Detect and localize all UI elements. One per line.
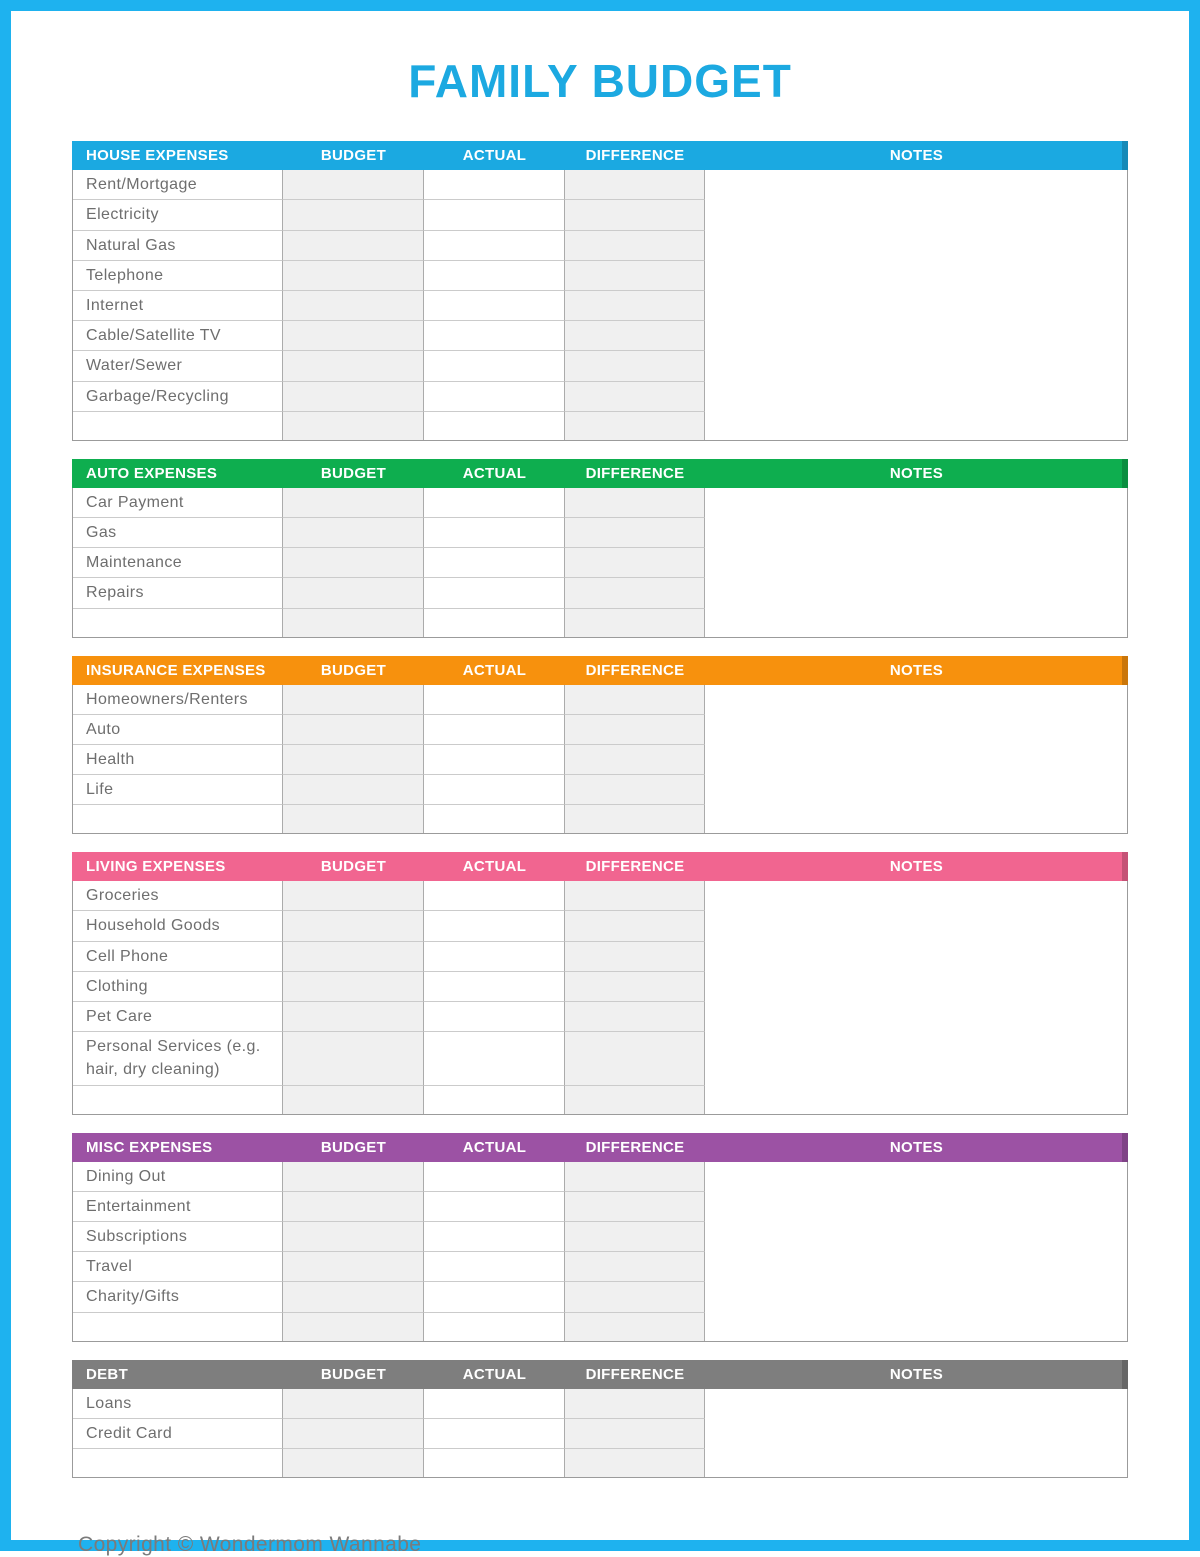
actual-cell — [424, 488, 565, 518]
budget-cell — [283, 321, 424, 351]
actual-cell — [424, 1032, 565, 1085]
page-content — [11, 57, 1189, 1557]
actual-cell — [424, 1313, 565, 1341]
budget-cell — [283, 1252, 424, 1282]
section-body — [72, 488, 1128, 638]
budget-cell — [283, 1162, 424, 1192]
actual-cell — [424, 170, 565, 200]
section-misc-expenses — [72, 1133, 1128, 1342]
actual-cell — [424, 578, 565, 608]
difference-cell — [565, 412, 705, 440]
column-header-actual: ACTUAL — [462, 464, 527, 482]
difference-cell — [565, 609, 705, 637]
actual-cell — [424, 1389, 565, 1419]
expense-label: Cell Phone — [73, 942, 283, 972]
column-header-notes: NOTES — [889, 1365, 944, 1383]
expense-label: Life — [73, 775, 283, 805]
budget-cell — [283, 291, 424, 321]
actual-cell — [424, 382, 565, 412]
column-header-difference: DIFFERENCE — [585, 464, 685, 482]
expense-label: Cable/Satellite TV — [73, 321, 283, 351]
expense-label: Water/Sewer — [73, 351, 283, 381]
notes-cell — [705, 170, 1127, 440]
actual-cell — [424, 1419, 565, 1449]
section-name: LIVING EXPENSES — [86, 858, 226, 876]
expense-label: Loans — [73, 1389, 283, 1419]
copyright-text: Copyright © Wondermom Wannabe — [78, 1532, 422, 1556]
difference-cell — [565, 200, 705, 230]
column-header-budget: BUDGET — [320, 147, 387, 165]
budget-cell — [283, 609, 424, 637]
notes-cell — [705, 1162, 1127, 1341]
expense-label: Internet — [73, 291, 283, 321]
budget-cell — [283, 1192, 424, 1222]
column-header-actual: ACTUAL — [462, 661, 527, 679]
section-body — [72, 170, 1128, 441]
actual-cell — [424, 1086, 565, 1114]
section-name: MISC EXPENSES — [86, 1138, 213, 1156]
actual-cell — [424, 972, 565, 1002]
difference-cell — [565, 231, 705, 261]
difference-cell — [565, 518, 705, 548]
budget-cell — [283, 548, 424, 578]
expense-label — [73, 609, 283, 637]
difference-cell — [565, 1282, 705, 1312]
column-header-actual: ACTUAL — [462, 147, 527, 165]
expense-label — [73, 1449, 283, 1477]
difference-cell — [565, 488, 705, 518]
expense-label: Entertainment — [73, 1192, 283, 1222]
column-header-notes: NOTES — [889, 1138, 944, 1156]
column-header-difference: DIFFERENCE — [585, 1138, 685, 1156]
section-header — [72, 656, 1128, 685]
budget-cell — [283, 412, 424, 440]
expense-label — [73, 412, 283, 440]
budget-cell — [283, 170, 424, 200]
actual-cell — [424, 321, 565, 351]
section-body — [72, 1389, 1128, 1478]
difference-cell — [565, 881, 705, 911]
budget-cell — [283, 488, 424, 518]
difference-cell — [565, 1449, 705, 1477]
difference-cell — [565, 291, 705, 321]
budget-cell — [283, 1449, 424, 1477]
difference-cell — [565, 1086, 705, 1114]
section-name: INSURANCE EXPENSES — [86, 661, 266, 679]
difference-cell — [565, 1162, 705, 1192]
difference-cell — [565, 1222, 705, 1252]
column-header-budget: BUDGET — [320, 464, 387, 482]
expense-label: Subscriptions — [73, 1222, 283, 1252]
expense-label: Pet Care — [73, 1002, 283, 1032]
expense-label: Repairs — [73, 578, 283, 608]
section-body — [72, 1162, 1128, 1342]
expense-label: Rent/Mortgage — [73, 170, 283, 200]
column-header-difference: DIFFERENCE — [585, 858, 685, 876]
expense-label: Travel — [73, 1252, 283, 1282]
actual-cell — [424, 881, 565, 911]
section-insurance-expenses — [72, 656, 1128, 835]
expense-label: Dining Out — [73, 1162, 283, 1192]
page-title: FAMILY BUDGET — [408, 55, 792, 107]
expense-label: Credit Card — [73, 1419, 283, 1449]
difference-cell — [565, 685, 705, 715]
expense-label: Auto — [73, 715, 283, 745]
difference-cell — [565, 1389, 705, 1419]
difference-cell — [565, 578, 705, 608]
column-header-actual: ACTUAL — [462, 858, 527, 876]
column-header-notes: NOTES — [889, 661, 944, 679]
budget-cell — [283, 382, 424, 412]
budget-cell — [283, 685, 424, 715]
actual-cell — [424, 1252, 565, 1282]
actual-cell — [424, 412, 565, 440]
expense-label: Charity/Gifts — [73, 1282, 283, 1312]
column-header-difference: DIFFERENCE — [585, 1365, 685, 1383]
actual-cell — [424, 1222, 565, 1252]
actual-cell — [424, 1282, 565, 1312]
budget-cell — [283, 1002, 424, 1032]
difference-cell — [565, 715, 705, 745]
actual-cell — [424, 231, 565, 261]
budget-cell — [283, 351, 424, 381]
actual-cell — [424, 715, 565, 745]
actual-cell — [424, 911, 565, 941]
actual-cell — [424, 1192, 565, 1222]
difference-cell — [565, 1252, 705, 1282]
section-name: HOUSE EXPENSES — [86, 147, 229, 165]
difference-cell — [565, 1419, 705, 1449]
expense-label: Homeowners/Renters — [73, 685, 283, 715]
section-debt — [72, 1360, 1128, 1478]
expense-label: Garbage/Recycling — [73, 382, 283, 412]
difference-cell — [565, 351, 705, 381]
budget-cell — [283, 911, 424, 941]
budget-cell — [283, 231, 424, 261]
budget-cell — [283, 1032, 424, 1085]
budget-cell — [283, 1222, 424, 1252]
expense-label: Natural Gas — [73, 231, 283, 261]
actual-cell — [424, 685, 565, 715]
column-header-difference: DIFFERENCE — [585, 147, 685, 165]
actual-cell — [424, 261, 565, 291]
actual-cell — [424, 200, 565, 230]
budget-cell — [283, 745, 424, 775]
budget-sections — [72, 141, 1189, 1478]
actual-cell — [424, 805, 565, 833]
budget-cell — [283, 1313, 424, 1341]
expense-label: Telephone — [73, 261, 283, 291]
difference-cell — [565, 942, 705, 972]
column-header-budget: BUDGET — [320, 661, 387, 679]
difference-cell — [565, 1032, 705, 1085]
difference-cell — [565, 548, 705, 578]
expense-label — [73, 1086, 283, 1114]
column-header-notes: NOTES — [889, 464, 944, 482]
actual-cell — [424, 1002, 565, 1032]
expense-label — [73, 805, 283, 833]
difference-cell — [565, 1002, 705, 1032]
column-header-budget: BUDGET — [320, 1365, 387, 1383]
expense-label — [73, 1313, 283, 1341]
actual-cell — [424, 1162, 565, 1192]
budget-cell — [283, 715, 424, 745]
budget-cell — [283, 805, 424, 833]
section-header — [72, 852, 1128, 881]
column-header-difference: DIFFERENCE — [585, 661, 685, 679]
section-name: DEBT — [86, 1365, 129, 1383]
budget-cell — [283, 200, 424, 230]
difference-cell — [565, 321, 705, 351]
difference-cell — [565, 972, 705, 1002]
budget-cell — [283, 578, 424, 608]
actual-cell — [424, 291, 565, 321]
section-body — [72, 881, 1128, 1114]
budget-cell — [283, 881, 424, 911]
budget-cell — [283, 261, 424, 291]
difference-cell — [565, 911, 705, 941]
notes-cell — [705, 488, 1127, 637]
expense-label: Personal Services (e.g. hair, dry cleaning) — [73, 1032, 283, 1085]
expense-label: Maintenance — [73, 548, 283, 578]
section-header — [72, 1133, 1128, 1162]
column-header-budget: BUDGET — [320, 1138, 387, 1156]
expense-label: Clothing — [73, 972, 283, 1002]
section-header — [72, 1360, 1128, 1389]
column-header-notes: NOTES — [889, 147, 944, 165]
section-header — [72, 459, 1128, 488]
expense-label: Electricity — [73, 200, 283, 230]
difference-cell — [565, 382, 705, 412]
section-house-expenses — [72, 141, 1128, 441]
column-header-notes: NOTES — [889, 858, 944, 876]
actual-cell — [424, 609, 565, 637]
actual-cell — [424, 351, 565, 381]
expense-label: Gas — [73, 518, 283, 548]
notes-cell — [705, 685, 1127, 834]
actual-cell — [424, 745, 565, 775]
difference-cell — [565, 1313, 705, 1341]
difference-cell — [565, 805, 705, 833]
section-living-expenses — [72, 852, 1128, 1114]
budget-cell — [283, 1282, 424, 1312]
actual-cell — [424, 1449, 565, 1477]
expense-label: Household Goods — [73, 911, 283, 941]
section-header — [72, 141, 1128, 170]
expense-label: Groceries — [73, 881, 283, 911]
budget-cell — [283, 518, 424, 548]
actual-cell — [424, 518, 565, 548]
difference-cell — [565, 170, 705, 200]
budget-cell — [283, 1419, 424, 1449]
budget-cell — [283, 972, 424, 1002]
column-header-actual: ACTUAL — [462, 1138, 527, 1156]
actual-cell — [424, 775, 565, 805]
notes-cell — [705, 1389, 1127, 1477]
difference-cell — [565, 261, 705, 291]
column-header-budget: BUDGET — [320, 858, 387, 876]
difference-cell — [565, 1192, 705, 1222]
budget-cell — [283, 1389, 424, 1419]
notes-cell — [705, 881, 1127, 1113]
section-body — [72, 685, 1128, 835]
column-header-actual: ACTUAL — [462, 1365, 527, 1383]
budget-cell — [283, 942, 424, 972]
budget-cell — [283, 775, 424, 805]
section-name: AUTO EXPENSES — [86, 464, 218, 482]
section-auto-expenses — [72, 459, 1128, 638]
actual-cell — [424, 548, 565, 578]
expense-label: Car Payment — [73, 488, 283, 518]
budget-cell — [283, 1086, 424, 1114]
actual-cell — [424, 942, 565, 972]
difference-cell — [565, 775, 705, 805]
expense-label: Health — [73, 745, 283, 775]
difference-cell — [565, 745, 705, 775]
